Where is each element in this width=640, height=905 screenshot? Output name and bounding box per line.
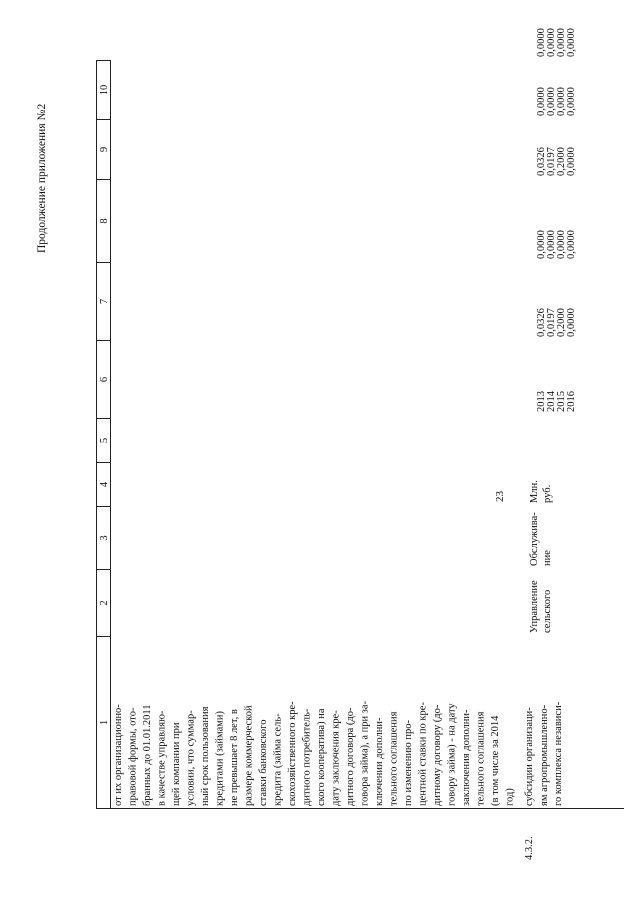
row-432-col7-line: 0,0000: [536, 230, 547, 259]
row-432-col6-line: 0,0197: [546, 308, 557, 337]
continuation-line: щей компании при: [171, 722, 182, 806]
row-432-desc-line: субсидии организаци-: [524, 707, 535, 806]
continuation-line: условии, что суммар-: [185, 710, 197, 806]
continuation-line: говора займа), а при за-: [359, 700, 371, 806]
continuation-line: кредита (займа сель-: [272, 713, 284, 806]
header-col-10: 10: [96, 60, 111, 119]
row-432-col7-line: 0,0000: [556, 230, 567, 259]
row-432-col6-line: 0,2000: [556, 308, 567, 337]
continuation-line: (в том числе за 2014: [490, 715, 501, 806]
continuation-line: от их организационно-: [113, 704, 124, 806]
header-col-5: 5: [96, 418, 111, 462]
continuation-line: дитного договора (до-: [345, 707, 356, 806]
row-432-col8-line: 0,2000: [556, 147, 567, 176]
continuation-line: центной ставки по кре-: [417, 702, 429, 806]
row-432-desc-line: го комплекса независи-: [553, 701, 564, 806]
row-432-col8-line: 0,0000: [566, 147, 577, 176]
row-432-year-line: 2014: [546, 391, 557, 412]
continuation-line: говору займа) - на дату: [446, 703, 458, 806]
row-432-col9-line: 0,0000: [536, 87, 547, 116]
continuation-line: тельного соглашения: [475, 711, 487, 806]
continuation-line: кредитами (займами): [214, 710, 226, 806]
continuation-line: по изменению про-: [403, 719, 414, 806]
row-432-col6-line: 0,0000: [566, 308, 577, 337]
row-432-kind-line: Обслужива-: [529, 512, 540, 566]
header-col-4: 4: [96, 462, 111, 506]
continuation-line: не превышает 8 лет, в: [229, 709, 240, 806]
row-code: 4.3.2.: [524, 836, 535, 860]
appendix-title: Продолжение приложения №2: [36, 103, 48, 253]
row-432-col10-line: 0,0000: [566, 28, 577, 57]
row-432-year-line: 2013: [536, 391, 547, 412]
row-432-col9-line: 0,0000: [556, 87, 567, 116]
row-432-col10-line: 0,0000: [546, 28, 557, 57]
continuation-line: ского кооператива) на: [316, 708, 327, 806]
row-432-col7-line: 0,0000: [546, 230, 557, 259]
continuation-line: бранных до 01.01.2011: [142, 704, 153, 806]
table-left-border: [111, 808, 624, 809]
continuation-line: ставки банковского: [258, 719, 269, 806]
row-432-col8-line: 0,0326: [536, 147, 547, 176]
continuation-line: заключения дополни-: [461, 709, 472, 806]
row-432-col10-line: 0,0000: [536, 28, 547, 57]
row-432-col10-line: 0,0000: [556, 28, 567, 57]
continuation-line: в качестве управляю-: [156, 710, 168, 806]
header-col-8: 8: [96, 179, 111, 262]
continuation-line: ключении дополни-: [374, 717, 385, 806]
row-432-year-line: 2015: [556, 391, 567, 412]
continuation-line: тельного соглашения: [388, 711, 400, 806]
header-col-2: 2: [96, 569, 111, 636]
row-432-unit-line: Млн.: [529, 480, 540, 503]
page-number: 23: [494, 491, 506, 502]
header-col-7: 7: [96, 262, 111, 340]
header-col-9: 9: [96, 119, 111, 179]
row-432-unit-line: руб.: [542, 484, 553, 503]
row-432-col9-line: 0,0000: [566, 87, 577, 116]
header-col-1: 1: [96, 636, 111, 809]
row-432-exec-line: Управление: [529, 580, 540, 633]
row-432-col6-line: 0,0326: [536, 308, 547, 337]
row-432-col9-line: 0,0000: [546, 87, 557, 116]
continuation-line: дату заключения кре-: [330, 710, 342, 806]
header-col-6: 6: [96, 340, 111, 418]
continuation-line: ный срок пользования: [200, 706, 211, 806]
continuation-line: скохозяйственного кре-: [287, 701, 298, 806]
continuation-line: размере коммерческой: [243, 705, 255, 806]
header-col-3: 3: [96, 506, 111, 569]
row-432-kind-line: ние: [542, 550, 553, 566]
continuation-line: год): [504, 788, 516, 806]
row-432-desc-line: ям агропромышленно-: [538, 704, 550, 806]
continuation-line: дитного потребитель-: [301, 708, 313, 806]
row-432-exec-line: сельского: [542, 589, 553, 633]
continuation-line: дитному договору (до-: [432, 704, 443, 806]
row-432-col7-line: 0,0000: [566, 230, 577, 259]
continuation-line: правовой формы, ото-: [127, 707, 139, 806]
row-432-year-line: 2016: [566, 391, 577, 412]
row-432-col8-line: 0,0197: [546, 147, 557, 176]
